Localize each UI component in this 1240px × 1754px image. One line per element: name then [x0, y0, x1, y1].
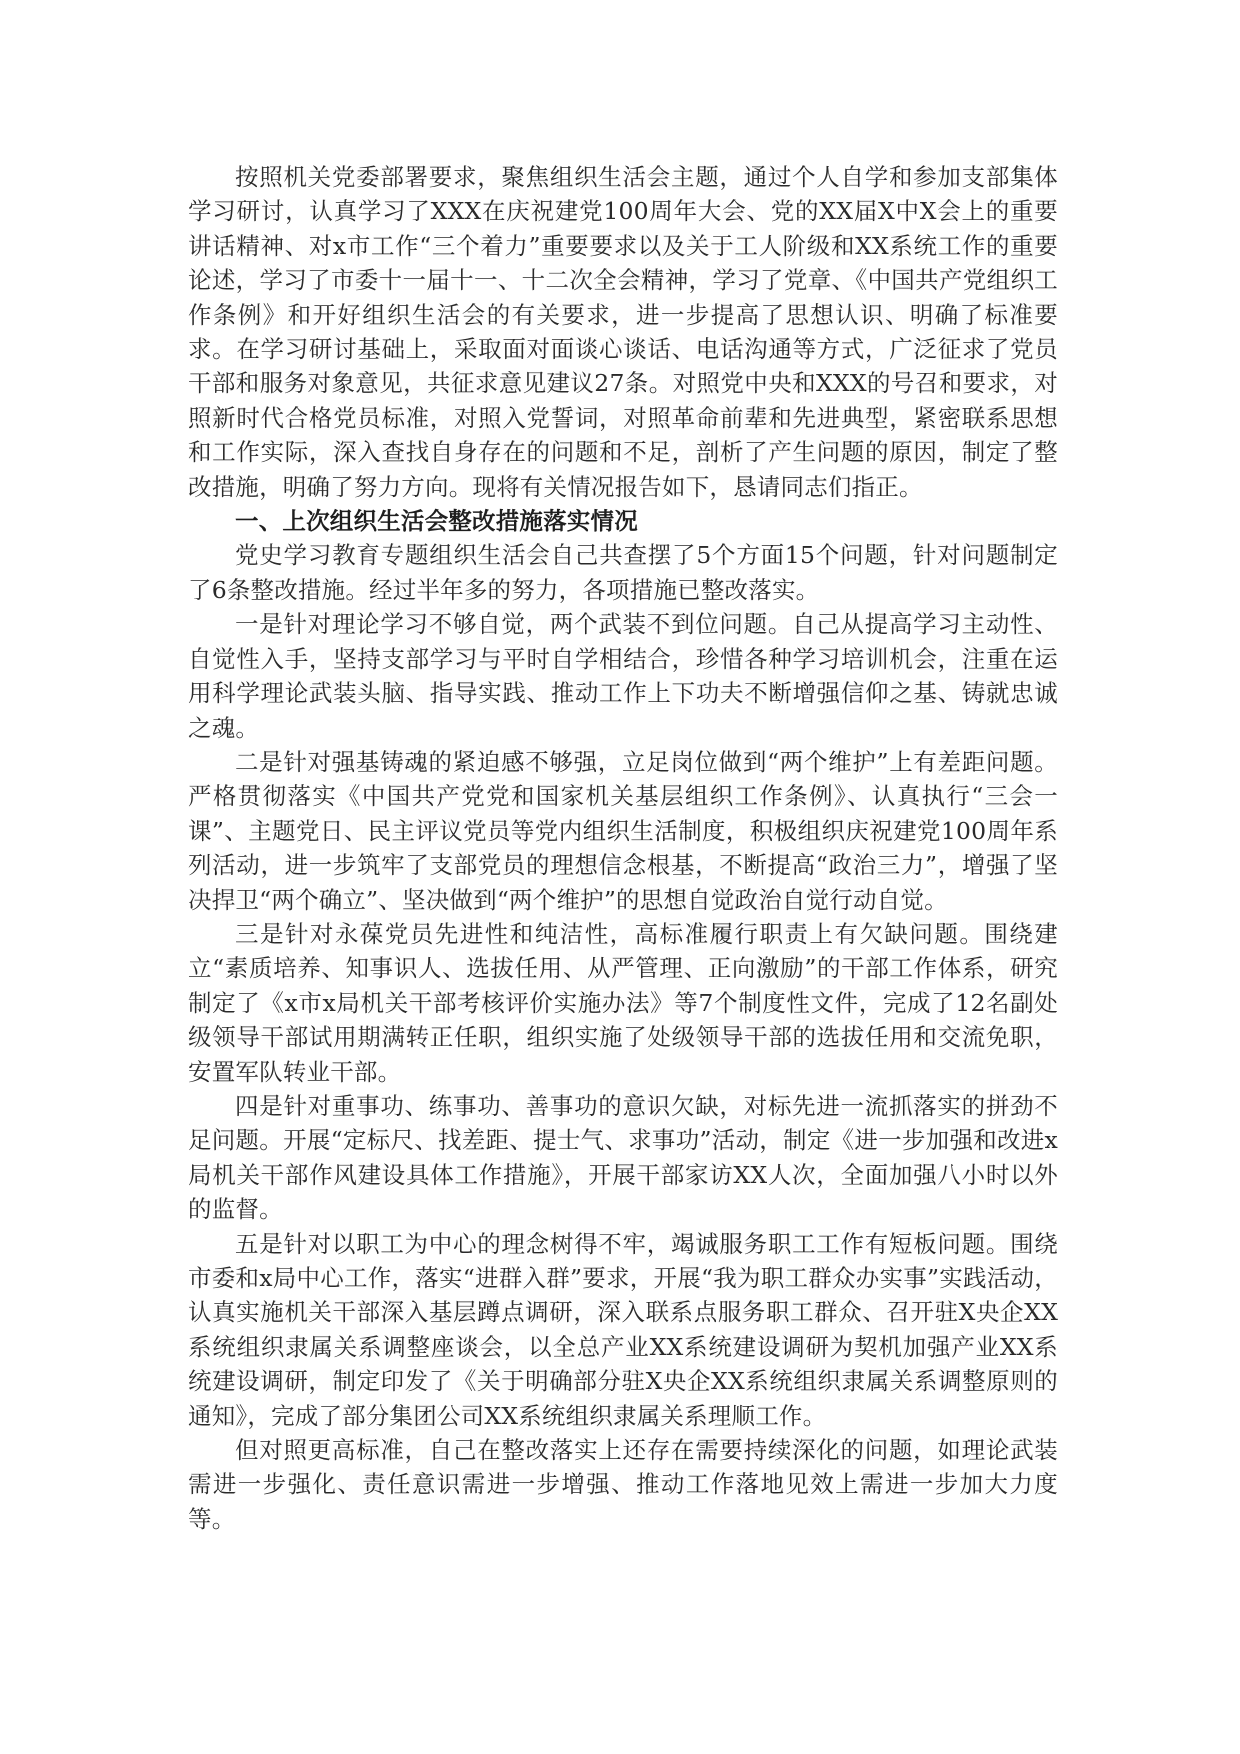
document-page	[188, 160, 1058, 1536]
paragraph-item-4: 四是针对重事功、练事功、善事功的意识欠缺，对标先进一流抓落实的拼劲不足问题。开展“定标尺、找差距、提士气、求事功”活动，制定《进一步加强和改进x局机关干部作风建设具体工作措施》，开展干部家访XX人次，全面加强八小时以外的监督。	[188, 1091, 1058, 1224]
paragraph-item-3: 三是针对永葆党员先进性和纯洁性，高标准履行职责上有欠缺问题。围绕建立“素质培养、知事识人、选拔任用、从严管理、正向激励”的干部工作体系，研究制定了《x市x局机关干部考核评价实施办法》等7个制度性文件，完成了12名副处级领导干部试用期满转正任职，组织实施了处级领导干部的选拔任用和交流免职，安置军队转业干部。	[188, 919, 1058, 1086]
paragraph-item-5: 五是针对以职工为中心的理念树得不牢，竭诚服务职工工作有短板问题。围绕市委和x局中心工作，落实“进群入群”要求，开展“我为职工群众办实事”实践活动，认真实施机关干部深入基层蹲点调研，深入联系点服务职工群众、召开驻X央企XX系统组织隶属关系调整座谈会，以全总产业XX系统建设调研为契机加强产业XX系统建设调研，制定印发了《关于明确部分驻X央企XX系统组织隶属关系调整原则的通知》，完成了部分集团公司XX系统组织隶属关系理顺工作。	[188, 1229, 1058, 1430]
paragraph-conclusion: 但对照更高标准，自己在整改落实上还存在需要持续深化的问题，如理论武装需进一步强化、责任意识需进一步增强、推动工作落地见效上需进一步加大力度等。	[188, 1436, 1058, 1533]
paragraph-summary: 党史学习教育专题组织生活会自己共查摆了5个方面15个问题，针对问题制定了6条整改措施。经过半年多的努力，各项措施已整改落实。	[188, 541, 1058, 604]
section-heading-1: 一、上次组织生活会整改措施落实情况	[235, 507, 638, 536]
paragraph-item-1: 一是针对理论学习不够自觉，两个武装不到位问题。自己从提高学习主动性、自觉性入手，坚持支部学习与平时自学相结合，珍惜各种学习培训机会，注重在运用科学理论武装头脑、指导实践、推动工作上下功夫不断增强信仰之基、铸就忠诚之魂。	[188, 610, 1058, 742]
paragraph-item-2: 二是针对强基铸魂的紧迫感不够强，立足岗位做到“两个维护”上有差距问题。严格贯彻落实《中国共产党党和国家机关基层组织工作条例》、认真执行“三会一课”、主题党日、民主评议党员等党内组织生活制度，积极组织庆祝建党100周年系列活动，进一步筑牢了支部党员的理想信念根基，不断提高“政治三力”，增强了坚决捍卫“两个确立”、坚决做到“两个维护”的思想自觉政治自觉行动自觉。	[188, 747, 1058, 914]
intro-paragraph: 按照机关党委部署要求，聚焦组织生活会主题，通过个人自学和参加支部集体学习研讨，认真学习了XXX在庆祝建党100周年大会、党的XX届X中X会上的重要讲话精神、对x市工作“三个着力”重要要求以及关于工人阶级和XX系统工作的重要论述，学习了市委十一届十一、十二次全会精神，学习了党章、《中国共产党组织工作条例》和开好组织生活会的有关要求，进一步提高了思想认识、明确了标准要求。在学习研讨基础上，采取面对面谈心谈话、电话沟通等方式，广泛征求了党员干部和服务对象意见，共征求意见建议27条。对照党中央和XXX的号召和要求，对照新时代合格党员标准，对照入党誓词，对照革命前辈和先进典型，紧密联系思想和工作实际，深入查找自身存在的问题和不足，剖析了产生问题的原因，制定了整改措施，明确了努力方向。现将有关情况报告如下，恳请同志们指正。	[188, 163, 1058, 501]
